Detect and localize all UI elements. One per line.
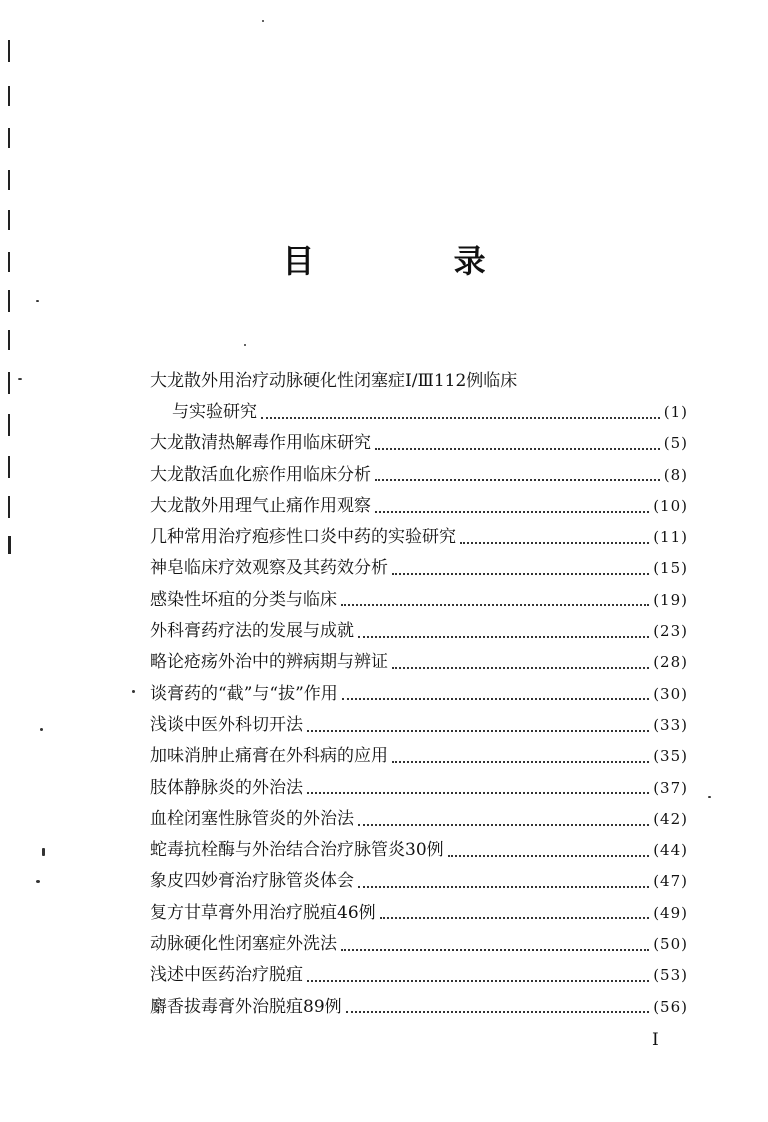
- toc-entry: [150, 741, 688, 772]
- scan-artifact: [8, 536, 11, 554]
- toc-entry-title: 神皂临床疗效观察及其药效分析: [150, 558, 388, 579]
- toc-entry-page: (47): [653, 872, 688, 891]
- toc-entry-page: (11): [653, 528, 688, 547]
- toc-entry: [150, 835, 688, 866]
- dot-leader: [358, 824, 649, 826]
- table-of-contents: [150, 366, 688, 1023]
- dot-leader: [375, 511, 649, 513]
- toc-entry-title: 象皮四妙膏治疗脉管炎体会: [150, 871, 354, 892]
- dot-leader: [307, 730, 649, 732]
- toc-entry: [150, 460, 688, 491]
- toc-entry-title: 肢体静脉炎的外治法: [150, 777, 303, 798]
- toc-entry: [150, 585, 688, 616]
- dot-leader: [375, 448, 660, 450]
- toc-entry: [150, 992, 688, 1023]
- toc-entry-title: 复方甘草膏外用治疗脱疽46例: [150, 902, 376, 923]
- scan-artifact: [8, 414, 10, 436]
- scan-artifact: [8, 496, 10, 518]
- scan-artifact: [8, 210, 10, 230]
- toc-entry-1-line-1: 大龙散外用治疗动脉硬化性闭塞症Ⅰ/Ⅲ112例临床: [150, 371, 518, 391]
- toc-entry-title: 外科膏药疗法的发展与成就: [150, 621, 354, 642]
- scan-speck: [18, 378, 22, 380]
- toc-entry: [150, 804, 688, 835]
- toc-entry-page: (5): [663, 434, 688, 453]
- scan-artifact: [8, 456, 10, 478]
- toc-entry-page: (33): [653, 715, 688, 734]
- toc-entry-title: 谈膏药的“截”与“拔”作用: [150, 683, 338, 704]
- toc-entry-page: (1): [663, 403, 688, 421]
- scan-speck: [36, 300, 39, 302]
- toc-entry-page: (37): [653, 778, 688, 797]
- scan-artifact: [8, 372, 10, 394]
- toc-entry-page: (53): [653, 966, 688, 985]
- dot-leader: [307, 792, 649, 794]
- scan-artifact: [8, 128, 10, 148]
- toc-entry-title: 略论疮疡外治中的辨病期与辨证: [150, 652, 388, 673]
- dot-leader: [342, 698, 649, 700]
- toc-entry: [150, 929, 688, 960]
- scan-speck: [36, 880, 40, 883]
- dot-leader: [460, 542, 649, 544]
- toc-entry-page: (19): [653, 590, 688, 609]
- toc-entry: [150, 491, 688, 522]
- scan-artifact: [8, 290, 10, 312]
- toc-entry: [150, 898, 688, 929]
- scan-speck: [262, 20, 264, 22]
- toc-entry-page: (8): [663, 465, 688, 484]
- scan-speck: [244, 344, 246, 346]
- dot-leader: [358, 886, 649, 888]
- toc-entry-title: 几种常用治疗疱疹性口炎中药的实验研究: [150, 527, 456, 548]
- dot-leader: [346, 1011, 650, 1013]
- scan-speck: [708, 796, 711, 798]
- toc-entry-page: (15): [653, 559, 688, 578]
- toc-entry: [150, 960, 688, 991]
- toc-entry-page: (49): [653, 903, 688, 922]
- toc-entry-page: (28): [653, 653, 688, 672]
- toc-entry: [150, 397, 688, 428]
- toc-entry: [150, 647, 688, 678]
- toc-entry-page: (10): [653, 496, 688, 515]
- scan-speck: [132, 690, 135, 693]
- page-number: I: [652, 1030, 659, 1050]
- toc-entry-page: (50): [653, 935, 688, 954]
- dot-leader: [261, 417, 660, 419]
- toc-entry-title: 与实验研究: [172, 402, 257, 422]
- toc-entry: [150, 616, 688, 647]
- dot-leader: [341, 949, 649, 951]
- scan-artifact: [8, 86, 10, 106]
- toc-entry-title: 蛇毒抗栓酶与外治结合治疗脉管炎30例: [150, 840, 444, 861]
- dot-leader: [392, 761, 649, 763]
- toc-entry-page: (35): [653, 747, 688, 766]
- toc-entry: [150, 866, 688, 897]
- toc-entry: [150, 553, 688, 584]
- dot-leader: [375, 479, 660, 481]
- toc-entry-title: 动脉硬化性闭塞症外洗法: [150, 934, 337, 955]
- toc-entry: [150, 710, 688, 741]
- toc-entry-title: 感染性坏疽的分类与临床: [150, 589, 337, 610]
- toc-entry: [150, 679, 688, 710]
- toc-entry-title: 麝香拔毒膏外治脱疽89例: [150, 996, 342, 1017]
- toc-entry-page: (23): [653, 622, 688, 641]
- toc-entry-title: 浅述中医药治疗脱疽: [150, 965, 303, 986]
- scan-artifact: [8, 170, 10, 190]
- scan-artifact: [8, 40, 10, 62]
- toc-entry-page: (42): [653, 809, 688, 828]
- scan-speck: [40, 728, 43, 731]
- toc-entry-title: 大龙散清热解毒作用临床研究: [150, 433, 371, 454]
- dot-leader: [341, 604, 649, 606]
- scan-speck: [42, 848, 45, 856]
- toc-entry-title: 大龙散活血化瘀作用临床分析: [150, 464, 371, 485]
- toc-entry-page: (30): [653, 684, 688, 703]
- toc-entry-title: 浅谈中医外科切开法: [150, 714, 303, 735]
- toc-entry: [150, 522, 688, 553]
- dot-leader: [358, 636, 649, 638]
- dot-leader: [392, 667, 649, 669]
- toc-entry: [150, 428, 688, 459]
- dot-leader: [307, 980, 649, 982]
- toc-entry-title: 加味消肿止痛膏在外科病的应用: [150, 746, 388, 767]
- page-title: 目 录: [282, 242, 550, 280]
- toc-entry-title: 血栓闭塞性脉管炎的外治法: [150, 808, 354, 829]
- dot-leader: [448, 855, 650, 857]
- toc-entry-title: 大龙散外用理气止痛作用观察: [150, 495, 371, 516]
- scan-artifact: [8, 330, 10, 350]
- toc-entry-page: (44): [653, 841, 688, 860]
- dot-leader: [380, 917, 650, 919]
- toc-entry-page: (56): [653, 997, 688, 1016]
- dot-leader: [392, 573, 649, 575]
- toc-entry: [150, 773, 688, 804]
